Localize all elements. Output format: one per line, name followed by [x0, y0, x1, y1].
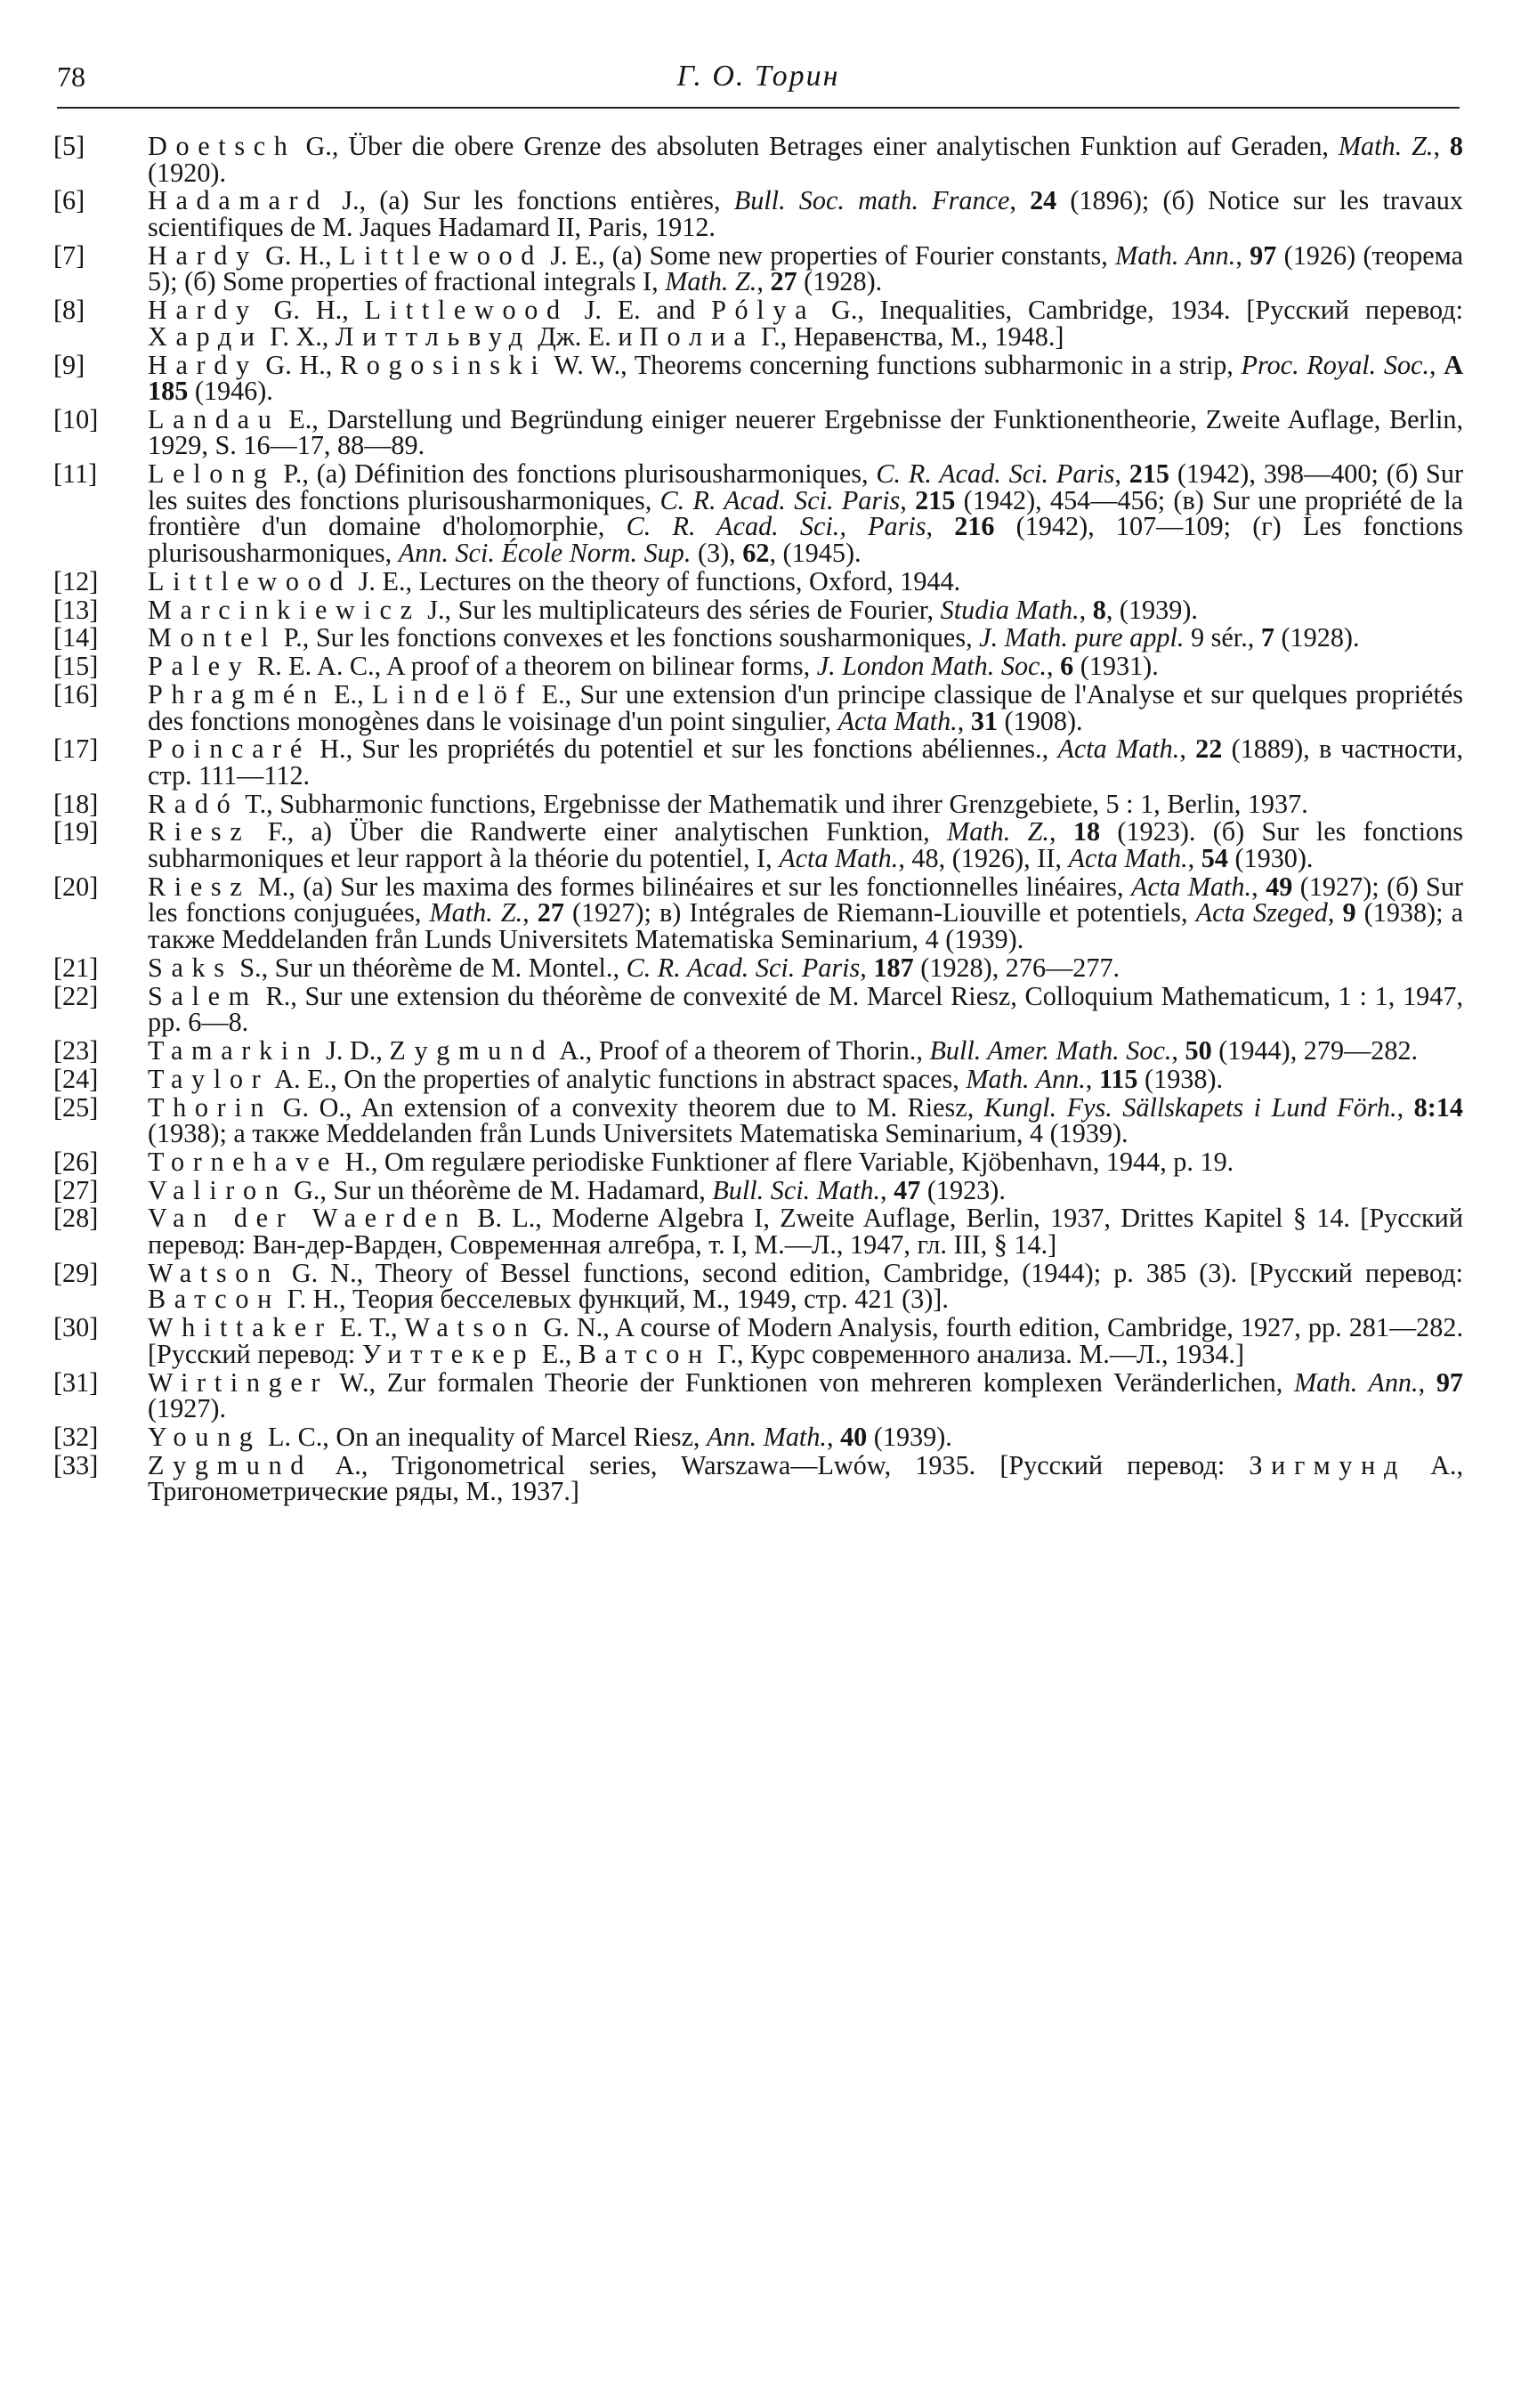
ref-text: (1896); (б) Notice sur les travaux scientifiques de M. Jaques Hadamard II, Paris, 1912. [148, 185, 1463, 242]
ref-text: G. H., [257, 239, 339, 271]
author-name: Van der Waerden [148, 1203, 468, 1234]
volume-number: 54 [1201, 843, 1228, 874]
ref-text: (1928). [1274, 622, 1360, 653]
volume-number: 62 [742, 538, 770, 569]
volume-number: 187 [873, 952, 914, 983]
journal-title: Kungl. Fys. Sällskapets i Lund Förh. [983, 1091, 1397, 1123]
reference-entry [53, 403, 1463, 461]
reference-entry [53, 980, 1463, 1038]
ref-text: , [1187, 843, 1201, 874]
ref-text: J. E., (a) Some new properties of Fourier constants, [543, 239, 1116, 271]
ref-text: (1923). (б) Sur les fonctions subharmoniques et leur rapport à la théorie du potentiel, I, [148, 816, 1464, 874]
journal-title: Math. Ann. [1115, 239, 1236, 271]
author-name: Salem [148, 980, 258, 1011]
author-name: Pólya [711, 295, 816, 326]
ref-text: (1927); в) Intégrales de Riemann-Liouville et potentiels, [563, 897, 1196, 928]
ref-text: , [860, 952, 874, 983]
author-name: Thorin [148, 1091, 273, 1123]
journal-title: Math. Z. [429, 897, 523, 928]
reference-number: [6] [53, 185, 85, 216]
ref-text: , [1429, 349, 1444, 380]
ref-text: J., (a) Sur les fonctions entières, [328, 185, 734, 216]
reference-number: [22] [53, 980, 99, 1011]
author-name: Литтльвуд [335, 320, 531, 352]
reference-entry [53, 1257, 1463, 1315]
ref-text: (1927); (б) Sur les fonctions conjuguées, [148, 871, 1463, 928]
reference-number: [30] [53, 1312, 99, 1343]
reference-number: [5] [53, 131, 85, 161]
reference-entry [53, 1063, 1463, 1094]
ref-text: , (1945). [769, 538, 862, 569]
ref-text: J. E. and [568, 295, 712, 326]
journal-title: Acta Math. [1131, 871, 1252, 902]
ref-text: , [1433, 131, 1450, 161]
reference-number: [14] [53, 622, 99, 653]
ref-text: W., Zur formalen Theorie der Funktionen von mehreren komplexen Veränderlichen, [328, 1366, 1294, 1398]
volume-number: 49 [1266, 871, 1293, 902]
volume-number: 216 [954, 511, 995, 542]
ref-text: , [1048, 816, 1073, 847]
ref-text: Г. Х., [263, 320, 336, 352]
reference-entry [53, 816, 1464, 874]
reference-entry [53, 1034, 1463, 1066]
ref-text: (1889), в частности, стр. 111—112. [148, 734, 1463, 791]
reference-number: [26] [53, 1146, 99, 1177]
volume-number: 9 [1342, 897, 1356, 928]
reference-entry [53, 1312, 1463, 1369]
ref-text: , [756, 266, 771, 297]
ref-text: , [1079, 594, 1093, 625]
volume-number: 97 [1250, 239, 1277, 271]
author-name: Hardy [148, 349, 258, 380]
author-name: Doetsch [148, 131, 296, 161]
author-name: Littlewood [364, 295, 569, 326]
ref-text: (1927). [148, 1393, 227, 1424]
ref-text: (1939). [867, 1421, 952, 1452]
reference-number: [20] [53, 871, 99, 902]
ref-text: (1908). [998, 705, 1083, 736]
ref-text: , [1396, 1091, 1414, 1123]
volume-number: 215 [1129, 458, 1170, 490]
reference-entry [53, 349, 1464, 407]
ref-text: B. L., Moderne Algebra I, Zweite Auflage, Berlin, 1937, Drittes Kapitel § 14. [Русский перевод: Ван-дер-Варден, Современная алгебра, т. I, М.—Л., 1947, гл. III, § 14.] [148, 1203, 1463, 1261]
reference-number: [15] [53, 651, 99, 682]
author-name: Taylor [148, 1063, 270, 1094]
reference-entry [53, 565, 1463, 596]
reference-entry [53, 952, 1463, 983]
ref-text: , [1171, 1034, 1185, 1066]
author-name: Littlewood [148, 565, 352, 596]
author-name: Montel [148, 622, 278, 653]
author-name: Харди [148, 320, 263, 352]
journal-title: Bull. Amer. Math. Soc. [929, 1034, 1172, 1066]
volume-number: 6 [1060, 651, 1074, 682]
reference-number: [17] [53, 734, 99, 765]
ref-text: , 48, (1926), II, [898, 843, 1069, 874]
ref-text: (1942), 107—109; (г) Les fonctions plurisousharmoniques, [148, 511, 1463, 569]
ref-text: , [880, 1174, 894, 1205]
author-name: Ватсон [148, 1284, 280, 1315]
reference-number: [33] [53, 1449, 99, 1480]
ref-text: Г., Курс современного анализа. М.—Л., 1934.] [710, 1338, 1245, 1369]
volume-number: 27 [537, 897, 564, 928]
ref-text: 9 sér., [1184, 622, 1261, 653]
volume-number: 8:14 [1413, 1091, 1463, 1123]
running-title: Г. О. Торин [676, 60, 840, 93]
reference-entry [53, 871, 1464, 955]
ref-text: G. H., [257, 295, 365, 326]
ref-text: (1928). [797, 266, 883, 297]
reference-number: [32] [53, 1421, 99, 1452]
ref-text: H., Om regulære periodiske Funktioner af flere Variable, Kjöbenhavn, 1944, p. 19. [337, 1146, 1234, 1177]
ref-text: (1946). [188, 376, 273, 407]
volume-number: 24 [1030, 185, 1057, 216]
reference-entry [53, 653, 1463, 680]
author-name: Lindelöf [372, 678, 534, 709]
reference-entry [53, 458, 1464, 569]
ref-text: J. E., Lectures on the theory of functions, Oxford, 1944. [352, 565, 961, 596]
journal-title: Acta Math. [837, 705, 958, 736]
journal-title: C. R. Acad. Sci. Paris [626, 952, 861, 983]
volume-number: 40 [840, 1421, 868, 1452]
ref-text: (1938); а также Meddelanden från Lunds Universitets Matematiska Seminarium, 4 (1939). [148, 897, 1464, 955]
ref-text: (1930). [1227, 843, 1314, 874]
reference-entry [53, 1091, 1463, 1149]
ref-text: H., Sur les propriétés du potentiel et sur les fonctions abéliennes., [310, 734, 1058, 765]
author-name: Phragmén [148, 678, 326, 709]
reference-number: [12] [53, 565, 99, 596]
ref-text: G., Über die obere Grenze des absoluten Betrages einer analytischen Funktion auf Geraden, [295, 131, 1339, 161]
author-name: Watson [148, 1257, 279, 1288]
reference-number: [16] [53, 678, 99, 709]
journal-title: Math. Z. [947, 816, 1049, 847]
ref-text: , [826, 1421, 841, 1452]
ref-text: M., (a) Sur les maxima des formes bilinéaires et sur les fonctionnelles linéaires, [250, 871, 1132, 902]
ref-text: А., Тригонометрические ряды, М., 1937.] [148, 1449, 1463, 1507]
ref-text: (1923). [920, 1174, 1006, 1205]
journal-title: Math. Ann. [1293, 1366, 1419, 1398]
ref-text: P., Sur les fonctions convexes et les fonctions sousharmoniques, [277, 622, 980, 653]
ref-text: Г. Н., Теория бесселевых функций, М., 1949, стр. 421 (3)]. [279, 1284, 949, 1315]
author-name: Poincaré [148, 734, 311, 765]
ref-text: R., Sur une extension du théorème de convexité de M. Marcel Riesz, Colloquium Mathematicum, 1 : 1, 1947, pp. 6—8. [148, 980, 1463, 1038]
ref-text: , [957, 705, 971, 736]
journal-title: Ann. Sci. École Norm. Sup. [398, 538, 692, 569]
page-number: 78 [57, 61, 85, 93]
volume-number: 31 [970, 705, 998, 736]
journal-title: Acta Math. [1057, 734, 1180, 765]
volume-number: 8 [1092, 594, 1106, 625]
author-name: Watson [404, 1312, 537, 1343]
volume-number: 27 [770, 266, 797, 297]
reference-entry [53, 131, 1463, 188]
reference-number: [23] [53, 1034, 99, 1066]
ref-text: W. W., Theorems concerning functions subharmonic in a strip, [546, 349, 1242, 380]
ref-text: P., (a) Définition des fonctions plurisousharmoniques, [275, 458, 877, 490]
ref-text: , [1327, 897, 1343, 928]
reference-list [53, 131, 1464, 1507]
reference-entry [53, 1146, 1463, 1177]
reference-number: [19] [53, 816, 99, 847]
ref-text: A., Trigonometrical series, Warszawa—Lwów, 1935. [Русский перевод: [312, 1449, 1250, 1480]
ref-text: (1920). [148, 157, 227, 188]
volume-number: 97 [1436, 1366, 1463, 1398]
author-name: Saks [148, 952, 233, 983]
author-name: Hadamard [148, 185, 329, 216]
journal-title: J. Math. pure appl. [979, 622, 1185, 653]
author-name: Valiron [148, 1174, 287, 1205]
reference-entry [53, 239, 1463, 297]
author-name: Marcinkiewicz [148, 594, 421, 625]
ref-text: E., Sur une extension d'un principe classique de l'Analyse et sur quelques propriétés des fonctions monogènes dans le voisinage d'un point singulier, [148, 678, 1463, 736]
journal-title: J. London Math. Soc. [816, 651, 1047, 682]
reference-number: [9] [53, 349, 85, 380]
ref-text: T., Subharmonic functions, Ergebnisse der Mathematik und ihrer Grenzgebiete, 5 : 1, Berlin, 1937. [239, 788, 1308, 819]
ref-text: (1928), 276—277. [913, 952, 1120, 983]
ref-text: A., Proof of a theorem of Thorin., [554, 1034, 930, 1066]
author-name: Wirtinger [148, 1366, 329, 1398]
reference-entry [53, 1174, 1463, 1205]
journal-title: Acta Szeged [1195, 897, 1328, 928]
reference-entry [53, 788, 1463, 819]
author-name: Zygmund [389, 1034, 554, 1066]
ref-text: , [1418, 1366, 1436, 1398]
ref-text: , [1179, 734, 1196, 765]
ref-text: E., [325, 678, 372, 709]
journal-title: Math. Ann. [966, 1063, 1086, 1094]
reference-number: [11] [53, 458, 98, 490]
volume-number: 115 [1098, 1063, 1138, 1094]
ref-text: (1938). [1137, 1063, 1224, 1094]
volume-number: 50 [1185, 1034, 1212, 1066]
page-header [57, 59, 1460, 109]
reference-entry [53, 1366, 1463, 1424]
author-name: Ватсон [578, 1338, 711, 1369]
ref-text: G. N., Theory of Bessel functions, second edition, Cambridge, (1944); p. 385 (3). [Русский перевод: [279, 1257, 1463, 1288]
author-name: Tamarkin [148, 1034, 320, 1066]
ref-text: R. E. A. C., A proof of a theorem on bilinear forms, [250, 651, 817, 682]
author-name: Radó [148, 788, 239, 819]
volume-number: A 185 [148, 349, 1464, 407]
ref-text: (1942), 398—400; (б) Sur les suites des fonctions plurisousharmoniques, [148, 458, 1463, 515]
header-rule [57, 107, 1460, 109]
reference-number: [31] [53, 1366, 99, 1398]
ref-text: , [926, 511, 955, 542]
journal-title: Ann. Math. [706, 1421, 827, 1452]
volume-number: 8 [1449, 131, 1463, 161]
reference-number: [21] [53, 952, 99, 983]
reference-entry [53, 622, 1463, 653]
ref-text: (3), [691, 538, 743, 569]
ref-text: E., Darstellung und Begründung einiger neuerer Ergebnisse der Funktionentheorie, Zweite Auflage, Berlin, 1929, S. 16—17, 88—89. [148, 403, 1463, 461]
author-name: Уиттекер [361, 1338, 536, 1369]
author-name: Tornehave [148, 1146, 338, 1177]
journal-title: Math. Z. [665, 266, 757, 297]
reference-number: [29] [53, 1257, 99, 1288]
journal-title: Bull. Sci. Math. [712, 1174, 881, 1205]
journal-title: Studia Math. [940, 594, 1080, 625]
author-name: Полиа [639, 320, 755, 352]
author-name: Зигмунд [1249, 1449, 1406, 1480]
ref-text: Е., [535, 1338, 578, 1369]
ref-text: , [900, 484, 916, 515]
reference-entry [53, 1203, 1463, 1261]
ref-text: , [1047, 651, 1061, 682]
author-name: Littlewood [338, 239, 544, 271]
author-name: Rogosinski [339, 349, 547, 380]
journal-title: C. R. Acad. Sci. Paris [659, 484, 901, 515]
reference-number: [27] [53, 1174, 99, 1205]
journal-title: Bull. Soc. math. France [733, 185, 1010, 216]
volume-number: 7 [1260, 622, 1274, 653]
ref-text: F., a) Über die Randwerte einer analytischen Funktion, [250, 816, 948, 847]
reference-entry [53, 185, 1463, 242]
ref-text: (1944), 279—282. [1211, 1034, 1419, 1066]
journal-title: C. R. Acad. Sci., Paris [626, 511, 926, 542]
ref-text: E. T., [332, 1312, 405, 1343]
reference-number: [7] [53, 239, 85, 271]
ref-text: G., Inequalities, Cambridge, 1934. [Русский перевод: [815, 295, 1463, 326]
author-name: Zygmund [148, 1449, 313, 1480]
ref-text: , [1114, 458, 1129, 490]
ref-text: (1938); а также Meddelanden från Lunds Universitets Matematiska Seminarium, 4 (1939). [148, 1118, 1129, 1149]
ref-text: Г., Неравенства, М., 1948.] [754, 320, 1064, 352]
volume-number: 18 [1072, 816, 1101, 847]
ref-text: A. E., On the properties of analytic functions in abstract spaces, [269, 1063, 967, 1094]
volume-number: 22 [1195, 734, 1223, 765]
reference-number: [10] [53, 403, 99, 434]
reference-entry [53, 1421, 1463, 1452]
reference-entry [53, 594, 1463, 625]
author-name: Whittaker [148, 1312, 333, 1343]
reference-entry [53, 678, 1463, 736]
author-name: Lelong [148, 458, 276, 490]
ref-text: , [1235, 239, 1250, 271]
reference-number: [25] [53, 1091, 99, 1123]
ref-text: G. N., A course of Modern Analysis, fourth edition, Cambridge, 1927, pp. 281—282. [Русский перевод: [148, 1312, 1463, 1369]
ref-text: G., Sur un théorème de M. Hadamard, [287, 1174, 713, 1205]
reference-number: [18] [53, 788, 99, 819]
reference-entry [53, 736, 1463, 789]
ref-text: J. D., [319, 1034, 390, 1066]
author-name: Riesz [148, 871, 251, 902]
reference-number: [13] [53, 594, 99, 625]
ref-text: , [522, 897, 538, 928]
ref-text: (1926) (теорема 5); (б) Some properties of fractional integrals I, [148, 239, 1463, 297]
journal-title: Acta Math. [779, 843, 899, 874]
volume-number: 215 [915, 484, 956, 515]
volume-number: 47 [894, 1174, 921, 1205]
reference-entry [53, 1449, 1463, 1507]
ref-text: S., Sur un théorème de M. Montel., [232, 952, 627, 983]
ref-text: , [1085, 1063, 1099, 1094]
author-name: Hardy [148, 295, 258, 326]
journal-title: Math. Z. [1338, 131, 1434, 161]
reference-number: [24] [53, 1063, 99, 1094]
ref-text: , [1009, 185, 1031, 216]
reference-number: [28] [53, 1203, 99, 1234]
ref-text: G. H., [257, 349, 340, 380]
ref-text: , (1939). [1105, 594, 1198, 625]
journal-title: Acta Math. [1068, 843, 1188, 874]
ref-text: Дж. Е. и [530, 320, 640, 352]
author-name: Paley [148, 651, 251, 682]
author-name: Hardy [148, 239, 258, 271]
ref-text: , [1251, 871, 1266, 902]
journal-title: C. R. Acad. Sci. Paris [876, 458, 1115, 490]
ref-text: (1942), 454—456; (в) Sur une propriété de la frontière d'un domaine d'holomorphie, [148, 484, 1464, 542]
author-name: Young [148, 1421, 262, 1452]
author-name: Landau [148, 403, 280, 434]
ref-text: (1931). [1073, 651, 1159, 682]
author-name: Riesz [148, 816, 251, 847]
reference-entry [53, 297, 1463, 350]
ref-text: J., Sur les multiplicateurs des séries de Fourier, [420, 594, 941, 625]
ref-text: L. C., On an inequality of Marcel Riesz, [261, 1421, 707, 1452]
journal-title: Proc. Royal. Soc. [1241, 349, 1429, 380]
ref-text: G. O., An extension of a convexity theorem due to M. Riesz, [272, 1091, 984, 1123]
reference-number: [8] [53, 295, 85, 326]
